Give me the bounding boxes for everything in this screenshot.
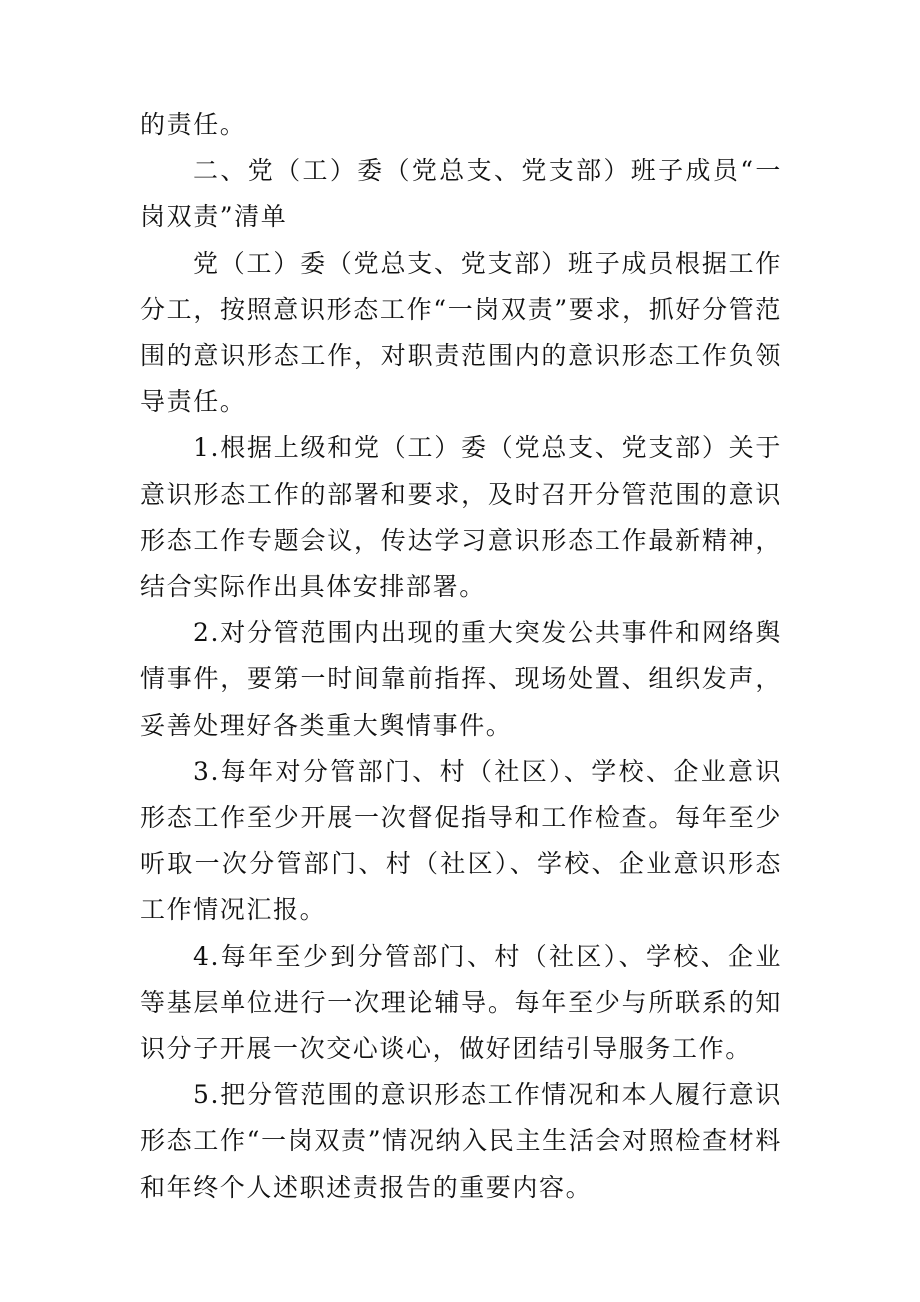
list-item-3: 3.每年对分管部门、村（社区）、学校、企业意识形态工作至少开展一次督促指导和工作检查。每年至少听取一次分管部门、村（社区）、学校、企业意识形态工作情况汇报。: [140, 756, 782, 925]
list-item-2: 2.对分管范围内出现的重大突发公共事件和网络舆情事件，要第一时间靠前指挥、现场处置、组织发声，妥善处理好各类重大舆情事件。: [140, 618, 782, 740]
document-body: [140, 102, 782, 1211]
list-item-4: 4.每年至少到分管部门、村（社区）、学校、企业等基层单位进行一次理论辅导。每年至少与所联系的知识分子开展一次交心谈心，做好团结引导服务工作。: [140, 941, 782, 1064]
list-item-1: 1.根据上级和党（工）委（党总支、党支部）关于意识形态工作的部署和要求，及时召开分管范围的意识形态工作专题会议，传达学习意识形态工作最新精神，结合实际作出具体安排部署。: [140, 433, 782, 602]
list-item-5: 5.把分管范围的意识形态工作情况和本人履行意识形态工作“一岗双责”情况纳入民主生活会对照检查材料和年终个人述职述责报告的重要内容。: [140, 1080, 782, 1202]
paragraph-continuation: 的责任。: [140, 110, 247, 139]
paragraph-intro: 党（工）委（党总支、党支部）班子成员根据工作分工，按照意识形态工作“一岗双责”要求，抓好分管范围的意识形态工作，对职责范围内的意识形态工作负领导责任。: [140, 248, 782, 417]
section-heading: 二、党（工）委（党总支、党支部）班子成员“一岗双责”清单: [140, 156, 782, 232]
